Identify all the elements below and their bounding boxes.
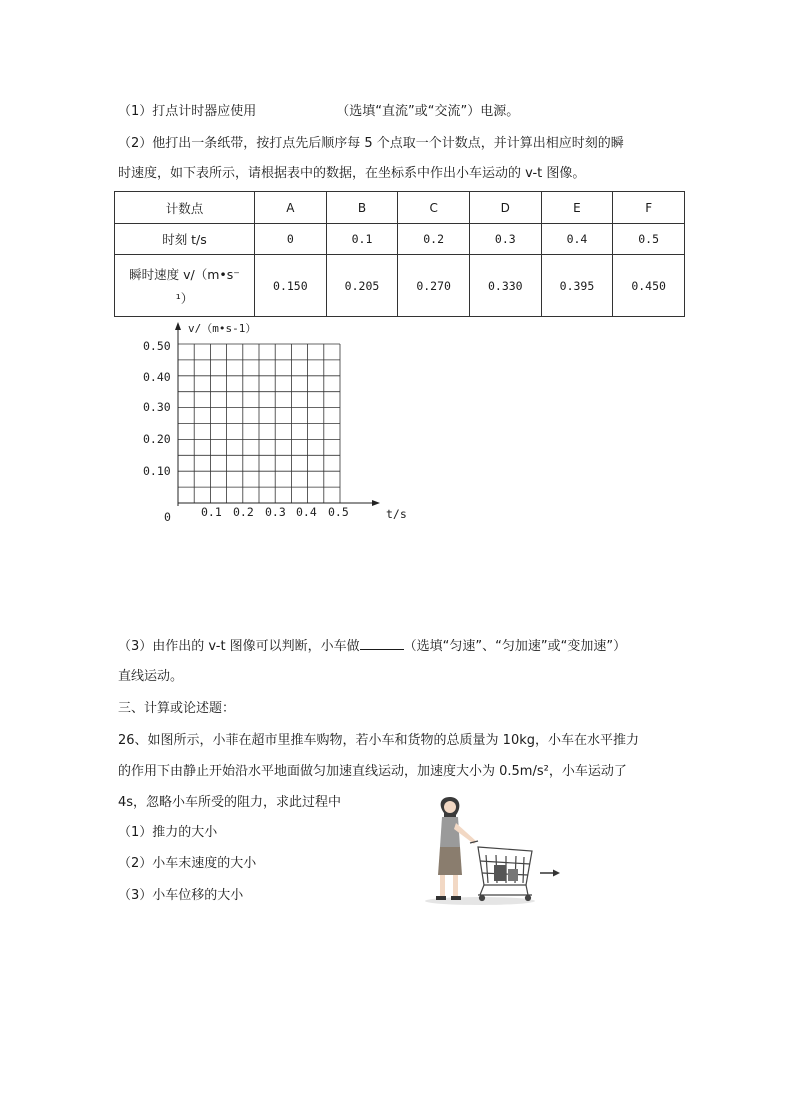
velocity-label-line-1: 瞬时速度 v/（m•s⁻ bbox=[129, 266, 240, 282]
table-cell-time: 0.1 bbox=[326, 224, 398, 255]
q3-prefix: （3）由作出的 v-t 图像可以判断，小车做 bbox=[118, 639, 360, 654]
x-tick-label: 0.1 bbox=[201, 505, 222, 519]
problem-26-sub-3: （3）小车位移的大小 bbox=[118, 888, 244, 903]
table-cell-point: E bbox=[541, 192, 613, 224]
table-cell-velocity: 0.205 bbox=[326, 255, 398, 317]
table-row-times bbox=[115, 224, 685, 255]
table-cell-velocity: 0.270 bbox=[398, 255, 470, 317]
table-velocity-label bbox=[115, 255, 255, 317]
x-tick-label: 0.2 bbox=[233, 505, 254, 519]
table-header-label: 计数点 bbox=[115, 192, 255, 224]
table-cell-time: 0.2 bbox=[398, 224, 470, 255]
q3-suffix: （选填“匀速”、“匀加速”或“变加速”） bbox=[403, 639, 627, 654]
origin-label: 0 bbox=[164, 510, 171, 524]
graph-grid bbox=[178, 344, 340, 503]
x-tick-label: 0.3 bbox=[265, 505, 286, 519]
question-1 bbox=[118, 103, 519, 121]
problem-26-line-2: 的作用下由静止开始沿水平地面做匀加速直线运动，加速度大小为 0.5m/s²，小车运动了 bbox=[118, 764, 627, 779]
problem-26-line-3: 4s，忽略小车所受的阻力，求此过程中 bbox=[118, 795, 342, 810]
velocity-label-line-2: ¹） bbox=[175, 290, 194, 306]
question-3-line-1 bbox=[118, 637, 626, 656]
table-cell-velocity: 0.450 bbox=[613, 255, 685, 317]
table-cell-point: A bbox=[255, 192, 327, 224]
goods-bag-icon bbox=[508, 869, 518, 881]
y-tick-label: 0.40 bbox=[143, 370, 171, 384]
table-cell-velocity: 0.150 bbox=[255, 255, 327, 317]
section-heading: 三、计算或论述题： bbox=[118, 701, 236, 716]
q1-prefix: （1）打点计时器应使用 bbox=[118, 104, 257, 119]
problem-26-line-1: 26、如图所示，小菲在超市里推车购物，若小车和货物的总质量为 10kg，小车在水平推力 bbox=[118, 733, 639, 748]
q3-answer-blank[interactable] bbox=[360, 637, 404, 650]
y-tick-label: 0.10 bbox=[143, 464, 171, 478]
table-cell-time: 0.3 bbox=[469, 224, 541, 255]
table-cell-time: 0 bbox=[255, 224, 327, 255]
table-cell-point: B bbox=[326, 192, 398, 224]
x-tick-label: 0.4 bbox=[296, 505, 317, 519]
table-cell-point: D bbox=[469, 192, 541, 224]
table-row-velocities bbox=[115, 255, 685, 317]
y-tick-label: 0.30 bbox=[143, 400, 171, 414]
x-axis-label: t/s bbox=[386, 507, 407, 521]
velocity-data-table bbox=[114, 191, 685, 317]
question-3-line-2: 直线运动。 bbox=[118, 669, 184, 684]
y-tick-label: 0.20 bbox=[143, 432, 171, 446]
question-2-line-2: 时速度，如下表所示，请根据表中的数据，在坐标系中作出小车运动的 v-t 图像。 bbox=[118, 166, 586, 181]
vt-graph[interactable] bbox=[130, 320, 420, 530]
girl-figure-icon bbox=[436, 797, 476, 900]
table-cell-velocity: 0.395 bbox=[541, 255, 613, 317]
y-tick-label: 0.50 bbox=[143, 339, 171, 353]
table-cell-velocity: 0.330 bbox=[469, 255, 541, 317]
question-2-line-1: （2）他打出一条纸带，按打点先后顺序每 5 个点取一个计数点，并计算出相应时刻的瞬 bbox=[118, 136, 624, 151]
x-tick-label: 0.5 bbox=[328, 505, 349, 519]
table-cell-point: C bbox=[398, 192, 470, 224]
table-cell-time: 0.5 bbox=[613, 224, 685, 255]
y-axis-arrow-icon bbox=[175, 322, 181, 330]
table-time-label: 时刻 t/s bbox=[115, 224, 255, 255]
shopping-cart-illustration bbox=[420, 795, 570, 910]
problem-26-sub-2: （2）小车末速度的大小 bbox=[118, 856, 257, 871]
table-cell-time: 0.4 bbox=[541, 224, 613, 255]
table-cell-point: F bbox=[613, 192, 685, 224]
table-row-points bbox=[115, 192, 685, 224]
q1-suffix: （选填“直流”或“交流”）电源。 bbox=[336, 104, 520, 119]
problem-26-sub-1: （1）推力的大小 bbox=[118, 825, 218, 840]
y-axis-label: v/（m•s-1） bbox=[188, 322, 257, 335]
x-axis-arrow-icon bbox=[372, 500, 380, 506]
goods-box-icon bbox=[494, 865, 506, 881]
direction-arrowhead-icon bbox=[553, 870, 560, 877]
